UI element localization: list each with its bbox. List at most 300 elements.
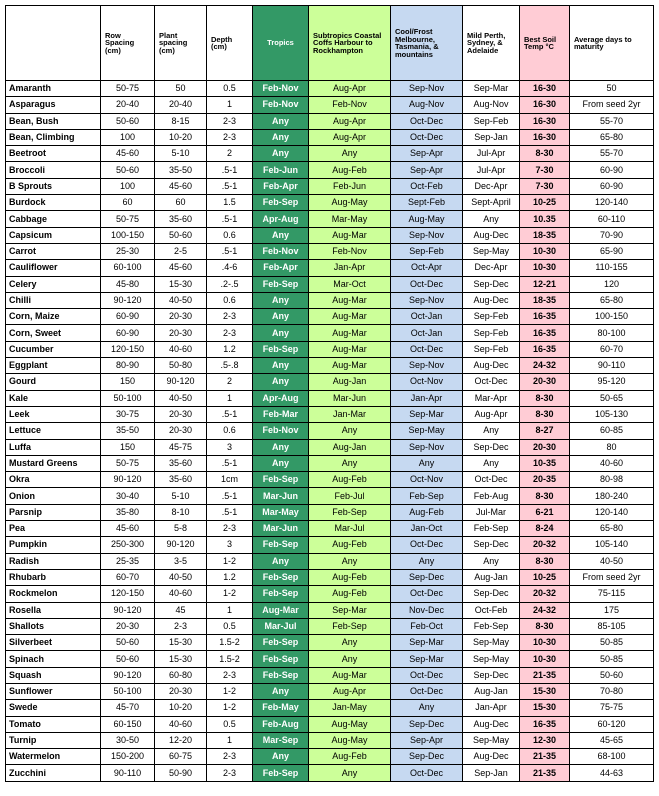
crop-name-cell: Rosella: [6, 602, 101, 618]
cool-season-cell: Feb-Sep: [391, 488, 463, 504]
cool-season-cell: Sep-Mar: [391, 651, 463, 667]
depth-cell: .5-1: [207, 406, 253, 422]
soil-temp-cell: 7-30: [520, 162, 570, 178]
row-spacing-cell: 50-60: [101, 651, 155, 667]
subtropics-season-cell: Aug-Mar: [309, 292, 391, 308]
depth-cell: .2-.5: [207, 276, 253, 292]
days-to-maturity-cell: 60-70: [570, 341, 654, 357]
tropics-season-cell: Apr-Aug: [253, 390, 309, 406]
subtropics-season-cell: Aug-Mar: [309, 227, 391, 243]
plant-spacing-cell: 15-30: [155, 635, 207, 651]
mild-season-cell: Sep-Dec: [463, 276, 520, 292]
plant-spacing-cell: 50-90: [155, 765, 207, 781]
cool-season-cell: Oct-Dec: [391, 537, 463, 553]
cool-season-cell: Oct-Dec: [391, 765, 463, 781]
soil-temp-cell: 16-35: [520, 716, 570, 732]
table-row: [6, 113, 654, 129]
mild-season-cell: Sep-Dec: [463, 667, 520, 683]
mild-season-cell: Feb-Sep: [463, 618, 520, 634]
table-row: [6, 651, 654, 667]
plant-spacing-cell: 5-10: [155, 488, 207, 504]
header-mild: Mild Perth, Sydney, & Adelaide: [463, 6, 520, 81]
row-spacing-cell: 60: [101, 195, 155, 211]
mild-season-cell: Aug-Dec: [463, 227, 520, 243]
table-row: [6, 537, 654, 553]
days-to-maturity-cell: 40-60: [570, 455, 654, 471]
mild-season-cell: Sep-May: [463, 635, 520, 651]
tropics-season-cell: Feb-Apr: [253, 260, 309, 276]
mild-season-cell: Sep-Feb: [463, 309, 520, 325]
days-to-maturity-cell: 50: [570, 81, 654, 97]
mild-season-cell: Sep-Jan: [463, 765, 520, 781]
mild-season-cell: Sep-Dec: [463, 537, 520, 553]
row-spacing-cell: 60-100: [101, 260, 155, 276]
cool-season-cell: Sep-Mar: [391, 635, 463, 651]
plant-spacing-cell: 20-30: [155, 325, 207, 341]
days-to-maturity-cell: 180-240: [570, 488, 654, 504]
depth-cell: 0.6: [207, 227, 253, 243]
depth-cell: 2: [207, 146, 253, 162]
tropics-season-cell: Feb-Mar: [253, 406, 309, 422]
subtropics-season-cell: Mar-May: [309, 211, 391, 227]
crop-name-cell: Cucumber: [6, 341, 101, 357]
header-soil-temp: Best Soil Temp °C: [520, 6, 570, 81]
table-row: [6, 635, 654, 651]
subtropics-season-cell: Jan-Apr: [309, 260, 391, 276]
depth-cell: .5-1: [207, 488, 253, 504]
crop-name-cell: Gourd: [6, 374, 101, 390]
depth-cell: 1: [207, 97, 253, 113]
tropics-season-cell: Feb-Sep: [253, 472, 309, 488]
depth-cell: 0.5: [207, 618, 253, 634]
depth-cell: 2-3: [207, 129, 253, 145]
subtropics-season-cell: Aug-Feb: [309, 472, 391, 488]
soil-temp-cell: 8-24: [520, 521, 570, 537]
plant-spacing-cell: 15-30: [155, 651, 207, 667]
soil-temp-cell: 12-30: [520, 732, 570, 748]
tropics-season-cell: Feb-Sep: [253, 651, 309, 667]
cool-season-cell: Sep-Nov: [391, 439, 463, 455]
crop-name-cell: Bean, Bush: [6, 113, 101, 129]
depth-cell: .5-1: [207, 243, 253, 259]
cool-season-cell: Oct-Jan: [391, 309, 463, 325]
depth-cell: 0.5: [207, 81, 253, 97]
row-spacing-cell: 45-60: [101, 146, 155, 162]
row-spacing-cell: 50-75: [101, 81, 155, 97]
days-to-maturity-cell: 80: [570, 439, 654, 455]
soil-temp-cell: 15-30: [520, 700, 570, 716]
crop-name-cell: Onion: [6, 488, 101, 504]
table-row: [6, 765, 654, 781]
crop-name-cell: Corn, Maize: [6, 309, 101, 325]
soil-temp-cell: 16-30: [520, 113, 570, 129]
crop-name-cell: Sunflower: [6, 683, 101, 699]
subtropics-season-cell: Any: [309, 651, 391, 667]
crop-name-cell: Beetroot: [6, 146, 101, 162]
soil-temp-cell: 24-32: [520, 602, 570, 618]
table-row: [6, 553, 654, 569]
mild-season-cell: Sep-Feb: [463, 325, 520, 341]
soil-temp-cell: 18-35: [520, 292, 570, 308]
soil-temp-cell: 10.35: [520, 211, 570, 227]
depth-cell: .5-1: [207, 211, 253, 227]
plant-spacing-cell: 50-60: [155, 227, 207, 243]
soil-temp-cell: 6-21: [520, 504, 570, 520]
cool-season-cell: Nov-Dec: [391, 602, 463, 618]
depth-cell: 1-2: [207, 586, 253, 602]
tropics-season-cell: Any: [253, 553, 309, 569]
row-spacing-cell: 60-70: [101, 569, 155, 585]
tropics-season-cell: Any: [253, 292, 309, 308]
depth-cell: 3: [207, 439, 253, 455]
crop-name-cell: B Sprouts: [6, 178, 101, 194]
depth-cell: .5-1: [207, 162, 253, 178]
soil-temp-cell: 20-30: [520, 439, 570, 455]
mild-season-cell: Sep-Dec: [463, 586, 520, 602]
cool-season-cell: Any: [391, 700, 463, 716]
plant-spacing-cell: 60-80: [155, 667, 207, 683]
tropics-season-cell: Any: [253, 374, 309, 390]
crop-name-cell: Rhubarb: [6, 569, 101, 585]
soil-temp-cell: 8-30: [520, 390, 570, 406]
days-to-maturity-cell: 70-90: [570, 227, 654, 243]
mild-season-cell: Sep-Dec: [463, 439, 520, 455]
tropics-season-cell: Mar-May: [253, 504, 309, 520]
header-plant-spacing: Plant spacing (cm): [155, 6, 207, 81]
mild-season-cell: Aug-Dec: [463, 358, 520, 374]
soil-temp-cell: 20-32: [520, 537, 570, 553]
mild-season-cell: Dec-Apr: [463, 260, 520, 276]
soil-temp-cell: 10-30: [520, 243, 570, 259]
tropics-season-cell: Feb-Nov: [253, 243, 309, 259]
plant-spacing-cell: 40-50: [155, 390, 207, 406]
days-to-maturity-cell: 60-90: [570, 162, 654, 178]
row-spacing-cell: 30-40: [101, 488, 155, 504]
subtropics-season-cell: Feb-Jun: [309, 178, 391, 194]
mild-season-cell: Any: [463, 423, 520, 439]
plant-spacing-cell: 20-30: [155, 423, 207, 439]
tropics-season-cell: Feb-Aug: [253, 716, 309, 732]
row-spacing-cell: 120-150: [101, 341, 155, 357]
tropics-season-cell: Feb-Sep: [253, 635, 309, 651]
soil-temp-cell: 10-25: [520, 569, 570, 585]
depth-cell: 1cm: [207, 472, 253, 488]
crop-name-cell: Shallots: [6, 618, 101, 634]
soil-temp-cell: 21-35: [520, 765, 570, 781]
cool-season-cell: Sep-May: [391, 423, 463, 439]
cool-season-cell: Aug-Feb: [391, 504, 463, 520]
subtropics-season-cell: Mar-Jun: [309, 390, 391, 406]
tropics-season-cell: Mar-Jul: [253, 618, 309, 634]
tropics-season-cell: Any: [253, 455, 309, 471]
row-spacing-cell: 50-60: [101, 113, 155, 129]
subtropics-season-cell: Aug-Jan: [309, 439, 391, 455]
mild-season-cell: Feb-Sep: [463, 521, 520, 537]
depth-cell: 1: [207, 732, 253, 748]
mild-season-cell: Mar-Apr: [463, 390, 520, 406]
plant-spacing-cell: 35-60: [155, 455, 207, 471]
mild-season-cell: Aug-Jan: [463, 569, 520, 585]
plant-spacing-cell: 20-30: [155, 683, 207, 699]
row-spacing-cell: 30-50: [101, 732, 155, 748]
subtropics-season-cell: Any: [309, 765, 391, 781]
tropics-season-cell: Feb-May: [253, 700, 309, 716]
row-spacing-cell: 60-90: [101, 325, 155, 341]
cool-season-cell: Oct-Dec: [391, 113, 463, 129]
row-spacing-cell: 35-50: [101, 423, 155, 439]
subtropics-season-cell: Aug-Apr: [309, 683, 391, 699]
plant-spacing-cell: 10-20: [155, 700, 207, 716]
depth-cell: 0.6: [207, 292, 253, 308]
plant-spacing-cell: 35-60: [155, 211, 207, 227]
plant-spacing-cell: 90-120: [155, 537, 207, 553]
row-spacing-cell: 50-100: [101, 683, 155, 699]
row-spacing-cell: 45-70: [101, 700, 155, 716]
cool-season-cell: Oct-Dec: [391, 586, 463, 602]
plant-spacing-cell: 50: [155, 81, 207, 97]
cool-season-cell: Sep-Nov: [391, 81, 463, 97]
days-to-maturity-cell: 60-85: [570, 423, 654, 439]
crop-name-cell: Parsnip: [6, 504, 101, 520]
days-to-maturity-cell: 60-120: [570, 716, 654, 732]
crop-name-cell: Eggplant: [6, 358, 101, 374]
plant-spacing-cell: 5-10: [155, 146, 207, 162]
days-to-maturity-cell: 60-90: [570, 178, 654, 194]
row-spacing-cell: 35-80: [101, 504, 155, 520]
header-depth: Depth (cm): [207, 6, 253, 81]
soil-temp-cell: 16-30: [520, 129, 570, 145]
days-to-maturity-cell: 65-90: [570, 243, 654, 259]
row-spacing-cell: 50-60: [101, 162, 155, 178]
table-row: [6, 423, 654, 439]
days-to-maturity-cell: 50-65: [570, 390, 654, 406]
depth-cell: 1-2: [207, 553, 253, 569]
tropics-season-cell: Any: [253, 227, 309, 243]
table-row: [6, 162, 654, 178]
crop-name-cell: Pumpkin: [6, 537, 101, 553]
soil-temp-cell: 10-35: [520, 455, 570, 471]
table-row: [6, 569, 654, 585]
mild-season-cell: Jan-Apr: [463, 700, 520, 716]
mild-season-cell: Oct-Dec: [463, 472, 520, 488]
crop-name-cell: Spinach: [6, 651, 101, 667]
days-to-maturity-cell: From seed 2yr: [570, 569, 654, 585]
cool-season-cell: Oct-Nov: [391, 374, 463, 390]
table-row: [6, 683, 654, 699]
plant-spacing-cell: 40-60: [155, 341, 207, 357]
table-row: [6, 455, 654, 471]
table-row: [6, 374, 654, 390]
depth-cell: 1.5-2: [207, 651, 253, 667]
header-subtropics: Subtropics Coastal Coffs Harbour to Rockhampton: [309, 6, 391, 81]
row-spacing-cell: 50-60: [101, 635, 155, 651]
crop-name-cell: Pea: [6, 521, 101, 537]
row-spacing-cell: 120-150: [101, 586, 155, 602]
days-to-maturity-cell: 75-115: [570, 586, 654, 602]
soil-temp-cell: 8-30: [520, 146, 570, 162]
depth-cell: 2-3: [207, 765, 253, 781]
mild-season-cell: Jul-Apr: [463, 162, 520, 178]
days-to-maturity-cell: 70-80: [570, 683, 654, 699]
row-spacing-cell: 45-60: [101, 521, 155, 537]
depth-cell: 1.5: [207, 195, 253, 211]
days-to-maturity-cell: 110-155: [570, 260, 654, 276]
plant-spacing-cell: 40-60: [155, 586, 207, 602]
tropics-season-cell: Feb-Sep: [253, 341, 309, 357]
depth-cell: 1: [207, 390, 253, 406]
table-row: [6, 749, 654, 765]
depth-cell: 1-2: [207, 700, 253, 716]
plant-spacing-cell: 35-60: [155, 472, 207, 488]
header-cool-frost: Cool/Frost Melbourne, Tasmania, & mountains: [391, 6, 463, 81]
days-to-maturity-cell: 95-120: [570, 374, 654, 390]
crop-name-cell: Leek: [6, 406, 101, 422]
days-to-maturity-cell: 45-65: [570, 732, 654, 748]
crop-name-cell: Mustard Greens: [6, 455, 101, 471]
tropics-season-cell: Any: [253, 749, 309, 765]
table-body: [6, 81, 654, 782]
row-spacing-cell: 60-90: [101, 309, 155, 325]
plant-spacing-cell: 10-20: [155, 129, 207, 145]
tropics-season-cell: Any: [253, 309, 309, 325]
table-row: [6, 439, 654, 455]
cool-season-cell: Sep-Apr: [391, 146, 463, 162]
soil-temp-cell: 20-32: [520, 586, 570, 602]
mild-season-cell: Any: [463, 211, 520, 227]
days-to-maturity-cell: 65-80: [570, 129, 654, 145]
row-spacing-cell: 25-35: [101, 553, 155, 569]
depth-cell: .5-1: [207, 504, 253, 520]
cool-season-cell: Aug-Nov: [391, 97, 463, 113]
crop-name-cell: Amaranth: [6, 81, 101, 97]
depth-cell: 2-3: [207, 521, 253, 537]
tropics-season-cell: Feb-Sep: [253, 276, 309, 292]
cool-season-cell: Sep-Apr: [391, 732, 463, 748]
days-to-maturity-cell: From seed 2yr: [570, 97, 654, 113]
depth-cell: 2: [207, 374, 253, 390]
subtropics-season-cell: Aug-Mar: [309, 325, 391, 341]
crop-name-cell: Asparagus: [6, 97, 101, 113]
cool-season-cell: Sep-Nov: [391, 227, 463, 243]
depth-cell: 1-2: [207, 683, 253, 699]
table-row: [6, 227, 654, 243]
mild-season-cell: Sep-May: [463, 243, 520, 259]
mild-season-cell: Jul-Apr: [463, 146, 520, 162]
row-spacing-cell: 20-30: [101, 618, 155, 634]
mild-season-cell: Feb-Aug: [463, 488, 520, 504]
mild-season-cell: Sep-Jan: [463, 129, 520, 145]
days-to-maturity-cell: 120-140: [570, 195, 654, 211]
table-row: [6, 292, 654, 308]
plant-spacing-cell: 90-120: [155, 374, 207, 390]
crop-name-cell: Watermelon: [6, 749, 101, 765]
days-to-maturity-cell: 75-75: [570, 700, 654, 716]
subtropics-season-cell: Jan-Mar: [309, 406, 391, 422]
table-row: [6, 211, 654, 227]
mild-season-cell: Aug-Dec: [463, 292, 520, 308]
days-to-maturity-cell: 80-100: [570, 325, 654, 341]
soil-temp-cell: 10-30: [520, 635, 570, 651]
cool-season-cell: Oct-Dec: [391, 683, 463, 699]
days-to-maturity-cell: 105-130: [570, 406, 654, 422]
mild-season-cell: Sep-Feb: [463, 341, 520, 357]
depth-cell: 0.5: [207, 716, 253, 732]
table-row: [6, 276, 654, 292]
tropics-season-cell: Feb-Sep: [253, 586, 309, 602]
cool-season-cell: Oct-Apr: [391, 260, 463, 276]
row-spacing-cell: 90-120: [101, 472, 155, 488]
table-row: [6, 129, 654, 145]
subtropics-season-cell: Aug-Mar: [309, 667, 391, 683]
days-to-maturity-cell: 40-50: [570, 553, 654, 569]
depth-cell: .5-.8: [207, 358, 253, 374]
soil-temp-cell: 21-35: [520, 749, 570, 765]
depth-cell: .5-1: [207, 178, 253, 194]
plant-spacing-cell: 20-30: [155, 309, 207, 325]
header-crop: [6, 6, 101, 81]
days-to-maturity-cell: 100-150: [570, 309, 654, 325]
tropics-season-cell: Mar-Jun: [253, 488, 309, 504]
cool-season-cell: Sep-Nov: [391, 292, 463, 308]
depth-cell: 1.2: [207, 341, 253, 357]
crop-name-cell: Capsicum: [6, 227, 101, 243]
cool-season-cell: Oct-Nov: [391, 472, 463, 488]
crop-name-cell: Kale: [6, 390, 101, 406]
tropics-season-cell: Feb-Apr: [253, 178, 309, 194]
days-to-maturity-cell: 50-85: [570, 635, 654, 651]
soil-temp-cell: 8-30: [520, 553, 570, 569]
depth-cell: 2-3: [207, 749, 253, 765]
subtropics-season-cell: Sep-Mar: [309, 602, 391, 618]
tropics-season-cell: Feb-Nov: [253, 81, 309, 97]
cool-season-cell: Feb-Oct: [391, 618, 463, 634]
cool-season-cell: Aug-May: [391, 211, 463, 227]
tropics-season-cell: Any: [253, 683, 309, 699]
planting-guide-table: [5, 5, 654, 782]
tropics-season-cell: Feb-Sep: [253, 537, 309, 553]
row-spacing-cell: 20-40: [101, 97, 155, 113]
row-spacing-cell: 250-300: [101, 537, 155, 553]
row-spacing-cell: 150-200: [101, 749, 155, 765]
crop-name-cell: Zucchini: [6, 765, 101, 781]
days-to-maturity-cell: 68-100: [570, 749, 654, 765]
table-row: [6, 602, 654, 618]
depth-cell: 1.5-2: [207, 635, 253, 651]
tropics-season-cell: Feb-Sep: [253, 667, 309, 683]
depth-cell: 1: [207, 602, 253, 618]
depth-cell: .4-6: [207, 260, 253, 276]
table-row: [6, 716, 654, 732]
mild-season-cell: Jul-Mar: [463, 504, 520, 520]
depth-cell: 2-3: [207, 309, 253, 325]
mild-season-cell: Oct-Feb: [463, 602, 520, 618]
subtropics-season-cell: Aug-Feb: [309, 749, 391, 765]
subtropics-season-cell: Mar-Oct: [309, 276, 391, 292]
tropics-season-cell: Any: [253, 325, 309, 341]
row-spacing-cell: 90-120: [101, 292, 155, 308]
days-to-maturity-cell: 65-80: [570, 521, 654, 537]
subtropics-season-cell: Feb-Sep: [309, 504, 391, 520]
plant-spacing-cell: 40-50: [155, 292, 207, 308]
crop-name-cell: Silverbeet: [6, 635, 101, 651]
cool-season-cell: Oct-Feb: [391, 178, 463, 194]
soil-temp-cell: 8-30: [520, 406, 570, 422]
days-to-maturity-cell: 65-80: [570, 292, 654, 308]
cool-season-cell: Any: [391, 553, 463, 569]
days-to-maturity-cell: 60-110: [570, 211, 654, 227]
cool-season-cell: Sep-Dec: [391, 716, 463, 732]
days-to-maturity-cell: 85-105: [570, 618, 654, 634]
